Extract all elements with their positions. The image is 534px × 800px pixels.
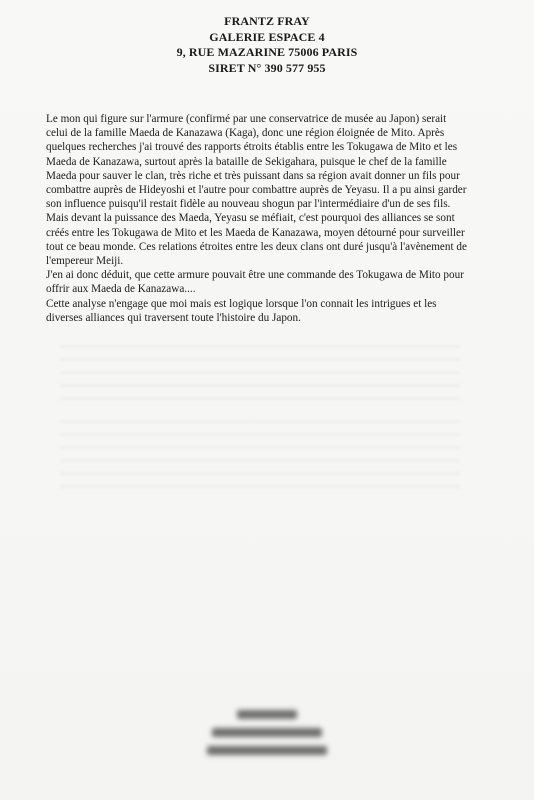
letterhead-siret: SIRET N° 390 577 955 <box>208 60 326 75</box>
letterhead-name: FRANTZ FRAY <box>224 14 310 28</box>
footer-line <box>207 746 327 755</box>
show-through-texture <box>60 420 460 490</box>
letterhead-gallery: GALERIE ESPACE 4 <box>209 29 325 44</box>
footer-line <box>212 728 322 737</box>
footer-line <box>237 710 297 719</box>
paragraph-analysis: Le mon qui figure sur l'armure (confirmé par une conservatrice de musée au Japon) serait celui de la famille Maeda de Kanazawa (Kaga), donc une région éloignée de Mito. Après quelques recherches j'ai trouvé des rapports étroits établis entre les Tokugawa de Mito et les Maeda de Kanazawa, surtout après la bataille de Sekigahara, puisque le chef de la famille Maeda pour sauver le clan, très riche et très puissant dans sa région avait donner un fils pour combattre auprès de Hideyoshi et l'autre pour combattre auprès de Yeyasu. Il a pu ainsi garder son influence puisqu'il restait fidèle au nouveau shogun par l'intermédiaire d'un de ses fils. Mais devant la puissance des Maeda, Yeyasu se méfiait, c'est pourquoi des alliances se sont créés entre les Tokugawa de Mito et les Maeda de Kanazawa, moyen détourné pour surveiller tout ce beau monde. Ces relations étroites entre les deux clans ont duré jusqu'à l'avènement de l'empereur Meiji. <box>46 113 467 268</box>
paragraph-conclusion: Cette analyse n'engage que moi mais est logique lorsque l'on connait les intrigues et les diverses alliances qui traversent toute l'histoire du Japon. <box>46 297 437 324</box>
letterhead <box>0 14 534 76</box>
footer-contact-blurred <box>0 708 534 762</box>
paragraph-deduction: J'en ai donc déduit, que cette armure pouvait être une commande des Tokugawa de Mito pour offrir aux Maeda de Kanazawa.... <box>46 269 464 296</box>
show-through-texture <box>60 345 460 405</box>
letter-body <box>46 112 498 325</box>
letterhead-address: 9, RUE MAZARINE 75006 PARIS <box>176 45 358 59</box>
